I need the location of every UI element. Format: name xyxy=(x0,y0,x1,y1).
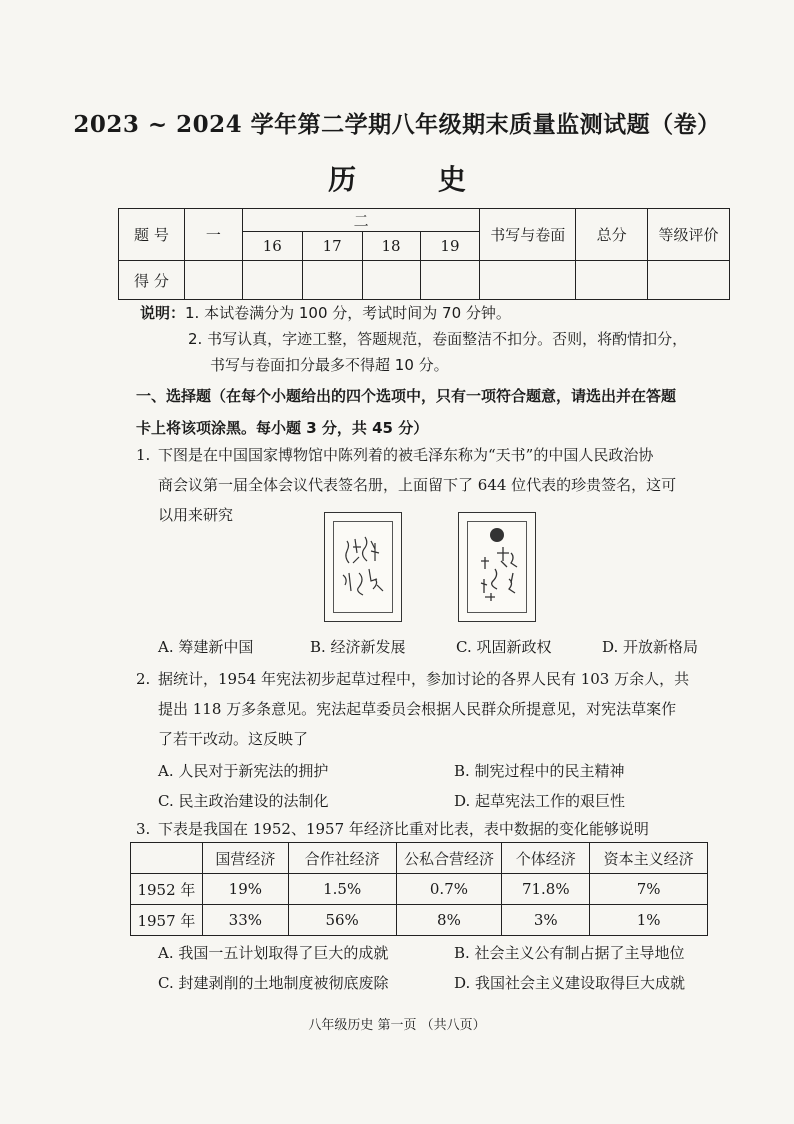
score-header-part1: 一 xyxy=(184,209,242,261)
economy-header-cell: 个体经济 xyxy=(502,843,590,874)
question-2 xyxy=(136,664,716,754)
section-1-line1: 一、选择题（在每个小题给出的四个选项中，只有一项符合题意，请选出并在答题 xyxy=(136,387,677,405)
score-sub-16: 16 xyxy=(242,232,302,261)
economy-header-cell: 公私合营经济 xyxy=(396,843,502,874)
economy-header-cell xyxy=(131,843,203,874)
section-1-header xyxy=(136,380,716,444)
score-header-total: 总分 xyxy=(576,209,648,261)
score-cell xyxy=(576,261,648,300)
economy-table xyxy=(130,842,708,936)
question-2-options-row2 xyxy=(158,790,625,811)
economy-cell: 1.5% xyxy=(288,874,396,905)
question-2-number: 2. xyxy=(136,670,151,688)
score-header-writing: 书写与卷面 xyxy=(480,209,576,261)
economy-cell: 8% xyxy=(396,905,502,936)
economy-cell: 1952 年 xyxy=(131,874,203,905)
signature-scribble-2 xyxy=(459,513,535,621)
question-3-option-c[interactable]: C. 封建剥削的土地制度被彻底废除 xyxy=(158,974,389,992)
table-row xyxy=(131,905,708,936)
question-3-options-row2 xyxy=(158,972,685,993)
question-1-number: 1. xyxy=(136,446,151,464)
question-3-option-d[interactable]: D. 我国社会主义建设取得巨大成就 xyxy=(454,974,686,992)
question-2-option-b[interactable]: B. 制宪过程中的民主精神 xyxy=(454,762,625,780)
economy-header-cell: 合作社经济 xyxy=(288,843,396,874)
score-header-label: 题 号 xyxy=(119,209,185,261)
score-header-grade: 等级评价 xyxy=(648,209,730,261)
signature-book-photo-2 xyxy=(458,512,536,622)
instructions xyxy=(140,300,687,378)
economy-header-cell: 资本主义经济 xyxy=(590,843,708,874)
economy-cell: 7% xyxy=(590,874,708,905)
score-header-part2: 二 xyxy=(242,209,480,232)
question-2-line1: 据统计，1954 年宪法初步起草过程中，参加讨论的各界人民有 103 万余人，共 xyxy=(158,670,690,688)
score-table xyxy=(118,208,730,300)
question-2-option-a[interactable]: A. 人民对于新宪法的拥护 xyxy=(158,762,329,780)
exam-title: 2023 ~ 2024 学年第二学期八年级期末质量监测试题（卷） xyxy=(73,111,721,138)
economy-table-header xyxy=(131,843,708,874)
score-sub-17: 17 xyxy=(302,232,362,261)
question-3-option-b[interactable]: B. 社会主义公有制占据了主导地位 xyxy=(454,944,685,962)
economy-header-cell: 国营经济 xyxy=(202,843,288,874)
score-cell xyxy=(480,261,576,300)
instructions-label: 说明： xyxy=(140,304,186,322)
question-2-line3: 了若干改动。这反映了 xyxy=(158,730,309,748)
question-1 xyxy=(136,440,716,530)
instruction-2: 2. 书写认真，字迹工整，答题规范，卷面整洁不扣分。否则，将酌情扣分， xyxy=(188,330,688,348)
score-sub-18: 18 xyxy=(362,232,420,261)
score-cell xyxy=(242,261,302,300)
score-sub-19: 19 xyxy=(420,232,480,261)
question-3-number: 3. xyxy=(136,820,151,838)
question-2-option-d[interactable]: D. 起草宪法工作的艰巨性 xyxy=(454,792,626,810)
question-1-option-b[interactable]: B. 经济新发展 xyxy=(310,638,406,656)
score-cell xyxy=(184,261,242,300)
instruction-1: 1. 本试卷满分为 100 分，考试时间为 70 分钟。 xyxy=(185,304,511,322)
subject-title: 历 史 xyxy=(328,163,502,196)
question-2-options-row1 xyxy=(158,760,625,781)
question-1-option-a[interactable]: A. 筹建新中国 xyxy=(158,638,254,656)
section-1-line2: 卡上将该项涂黑。每小题 3 分，共 45 分） xyxy=(136,419,429,437)
score-cell xyxy=(362,261,420,300)
economy-cell: 1% xyxy=(590,905,708,936)
instruction-2-cont: 书写与卷面扣分最多不得超 10 分。 xyxy=(210,356,449,374)
question-1-option-c[interactable]: C. 巩固新政权 xyxy=(456,638,552,656)
question-3-option-a[interactable]: A. 我国一五计划取得了巨大的成就 xyxy=(158,944,389,962)
economy-cell: 71.8% xyxy=(502,874,590,905)
question-3-options-row1 xyxy=(158,942,685,963)
economy-cell: 3% xyxy=(502,905,590,936)
question-2-line2: 提出 118 万多条意见。宪法起草委员会根据人民群众所提意见，对宪法草案作 xyxy=(158,700,677,718)
economy-cell: 33% xyxy=(202,905,288,936)
economy-cell: 56% xyxy=(288,905,396,936)
question-1-line2: 商会议第一届全体会议代表签名册，上面留下了 644 位代表的珍贵签名，这可 xyxy=(158,476,677,494)
question-1-line3: 以用来研究 xyxy=(158,506,234,524)
signature-book-photo-1 xyxy=(324,512,402,622)
score-cell xyxy=(420,261,480,300)
question-1-line1: 下图是在中国国家博物馆中陈列着的被毛泽东称为“天书”的中国人民政治协 xyxy=(158,446,654,464)
economy-cell: 19% xyxy=(202,874,288,905)
question-3-line1: 下表是我国在 1952、1957 年经济比重对比表，表中数据的变化能够说明 xyxy=(158,820,649,838)
question-3 xyxy=(136,814,716,844)
economy-cell: 1957 年 xyxy=(131,905,203,936)
score-row-label: 得 分 xyxy=(119,261,185,300)
economy-cell: 0.7% xyxy=(396,874,502,905)
page-footer: 八年级历史 第一页 （共八页） xyxy=(308,1018,486,1033)
signature-scribble-1 xyxy=(325,513,401,621)
score-cell xyxy=(648,261,730,300)
question-1-option-d[interactable]: D. 开放新格局 xyxy=(602,638,699,656)
question-2-option-c[interactable]: C. 民主政治建设的法制化 xyxy=(158,792,329,810)
emblem-icon xyxy=(490,528,504,542)
question-1-options xyxy=(158,636,698,657)
table-row xyxy=(131,874,708,905)
score-cell xyxy=(302,261,362,300)
